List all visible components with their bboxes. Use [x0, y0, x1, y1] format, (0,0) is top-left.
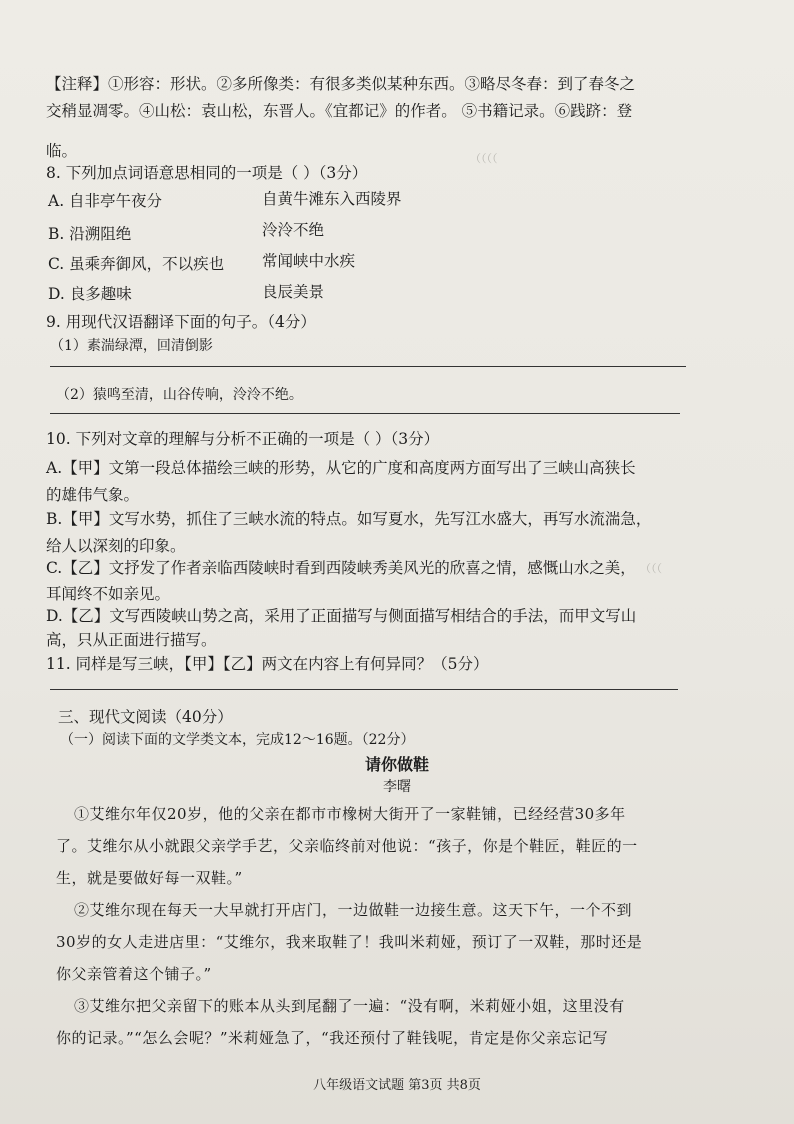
q8-option-b-right: 泠泠不绝	[262, 221, 325, 239]
q10-line: 耳闻终不如亲见。	[46, 585, 171, 603]
section-3-subheading: （一）阅读下面的文学类文本，完成12～16题。（22分）	[60, 732, 415, 748]
page-footer: 八年级语文试题 第3页 共8页	[313, 1078, 481, 1093]
answer-line	[50, 689, 678, 690]
q10-line: A.【甲】文第一段总体描绘三峡的形势，从它的广度和高度两方面写出了三峡山高狭长	[46, 459, 636, 477]
q10-line: 高，只从正面进行描写。	[46, 631, 217, 649]
story-title: 请你做鞋	[364, 755, 429, 774]
q9-sentence-2: （2）猿鸣至清，山谷传响，泠泠不绝。	[56, 387, 303, 403]
q10-line: C.【乙】文抒发了作者亲临西陵峡时看到西陵峡秀美风光的欣喜之情，感慨山水之美，	[46, 559, 636, 577]
notes-line-3: 临。	[46, 142, 78, 160]
notes-line-2: 交稍显凋零。④山松：袁山松，东晋人。《宜都记》的作者。 ⑤书籍记录。⑥践跻：登	[46, 102, 633, 120]
story-line: 30岁的女人走进店里：“艾维尔，我来取鞋了！我叫米莉娅，预订了一双鞋，那时还是	[56, 933, 643, 951]
story-line: ②艾维尔现在每天一大早就打开店门，一边做鞋一边接生意。这天下午，一个不到	[74, 901, 633, 919]
story-line: 生，就是要做好每一双鞋。”	[56, 869, 243, 887]
q8-option-c-left: C. 虽乘奔御风，不以疾也	[48, 255, 225, 273]
bleed-through-marks: （（（	[640, 562, 662, 575]
q8-option-a-left: A. 自非亭午夜分	[48, 192, 163, 210]
question-10-stem: 10. 下列对文章的理解与分析不正确的一项是（ ）（3分）	[46, 430, 440, 448]
story-author: 李曙	[383, 779, 411, 795]
q10-line: 的雄伟气象。	[46, 486, 140, 504]
bleed-through-marks: （（（（	[470, 152, 498, 165]
q10-line: B.【甲】文写水势，抓住了三峡水流的特点。如写夏水，先写江水盛大，再写水流湍急，	[46, 510, 652, 528]
answer-line	[50, 413, 680, 414]
story-line: 你的记录。”“怎么会呢？”米莉娅急了，“我还预付了鞋钱呢，肯定是你父亲忘记写	[56, 1029, 609, 1047]
story-line: ③艾维尔把父亲留下的账本从头到尾翻了一遍：“没有啊，米莉娅小姐，这里没有	[74, 997, 625, 1015]
q10-line: 给人以深刻的印象。	[46, 537, 186, 555]
q10-line: D.【乙】文写西陵峡山势之高，采用了正面描写与侧面描写相结合的手法，而甲文写山	[46, 607, 637, 625]
story-line: 了。艾维尔从小就跟父亲学手艺，父亲临终前对他说：“孩子，你是个鞋匠，鞋匠的一	[56, 837, 638, 855]
question-11-stem: 11. 同样是写三峡，【甲】【乙】两文在内容上有何异同？（5分）	[46, 655, 489, 673]
q8-option-d-left: D. 良多趣味	[48, 285, 132, 303]
q8-option-d-right: 良辰美景	[262, 283, 325, 301]
story-line: 你父亲管着这个铺子。”	[56, 965, 212, 983]
q8-option-a-right: 自黄牛滩东入西陵界	[262, 190, 402, 208]
story-line: ①艾维尔年仅20岁，他的父亲在都市市橡树大街开了一家鞋铺，已经经营30多年	[74, 805, 626, 823]
question-9-stem: 9. 用现代汉语翻译下面的句子。（4分）	[46, 313, 316, 331]
q8-option-c-right: 常闻峡中水疾	[262, 252, 356, 270]
notes-line-1: 【注释】①形容：形状。②多所像类：有很多类似某种东西。③略尽冬春：到了春冬之	[46, 75, 636, 93]
question-8-stem: 8. 下列加点词语意思相同的一项是（ ）（3分）	[46, 164, 368, 182]
section-3-heading: 三、现代文阅读（40分）	[58, 708, 233, 726]
q9-sentence-1: （1）素湍绿潭，回清倒影	[50, 338, 213, 354]
answer-line	[50, 366, 686, 367]
q8-option-b-left: B. 沿溯阻绝	[48, 225, 132, 243]
